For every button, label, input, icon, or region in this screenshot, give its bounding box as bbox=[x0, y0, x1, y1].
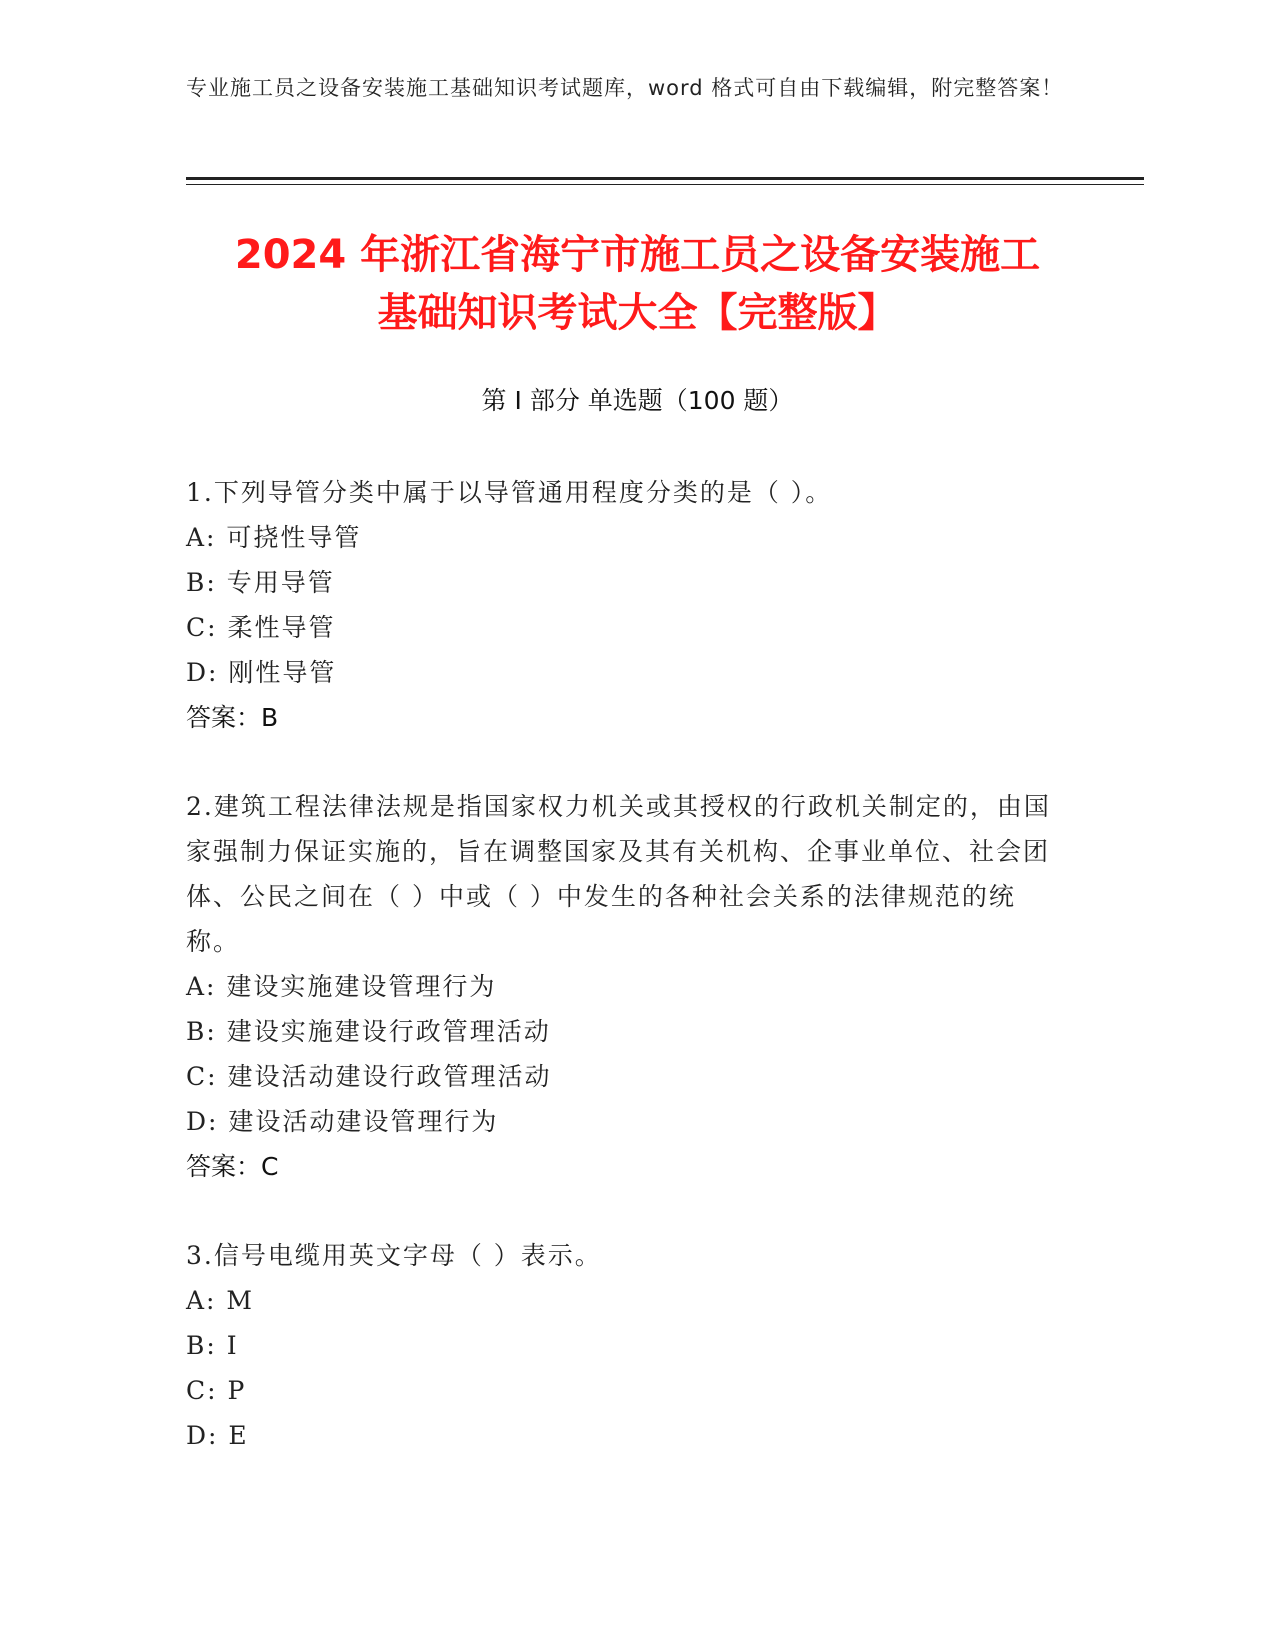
question-stem: 1.下列导管分类中属于以导管通用程度分类的是（ ）。 bbox=[186, 478, 833, 507]
option-a: A: M bbox=[186, 1286, 255, 1315]
question-2 bbox=[186, 784, 1066, 1189]
option-c: C: 建设活动建设行政管理活动 bbox=[186, 1062, 552, 1091]
question-3 bbox=[186, 1233, 1066, 1458]
question-1 bbox=[186, 470, 1066, 740]
option-a: A: 可挠性导管 bbox=[186, 523, 362, 552]
section-title: 第 I 部分 单选题（100 题） bbox=[481, 386, 794, 415]
document-title bbox=[150, 226, 1125, 342]
question-stem: 3.信号电缆用英文字母（ ）表示。 bbox=[186, 1241, 602, 1270]
header-rule-thin bbox=[186, 184, 1144, 185]
option-b: B: 建设实施建设行政管理活动 bbox=[186, 1017, 551, 1046]
question-stem: 2.建筑工程法律法规是指国家权力机关或其授权的行政机关制定的，由国家强制力保证实施的，旨在调整国家及其有关机构、企事业单位、社会团体、公民之间在（ ）中或（ ）中发生的各种社会关系的法律规范的统称。 bbox=[186, 792, 1051, 956]
answer-text: 答案：B bbox=[186, 703, 279, 732]
document-title-line-2: 基础知识考试大全【完整版】 bbox=[377, 290, 898, 336]
option-b: B: 专用导管 bbox=[186, 568, 335, 597]
option-d: D: 建设活动建设管理行为 bbox=[186, 1107, 499, 1136]
option-b: B: I bbox=[186, 1331, 239, 1360]
option-a: A: 建设实施建设管理行为 bbox=[186, 972, 497, 1001]
option-c: C: P bbox=[186, 1376, 247, 1405]
option-c: C: 柔性导管 bbox=[186, 613, 336, 642]
answer-text: 答案：C bbox=[186, 1152, 279, 1181]
question-list bbox=[186, 470, 1066, 1502]
header-note: 专业施工员之设备安装施工基础知识考试题库，word 格式可自由下载编辑，附完整答案！ bbox=[186, 76, 1064, 100]
header-rule-thick bbox=[186, 177, 1144, 180]
option-d: D: E bbox=[186, 1421, 249, 1450]
document-title-line-1: 2024 年浙江省海宁市施工员之设备安装施工 bbox=[234, 232, 1041, 278]
option-d: D: 刚性导管 bbox=[186, 658, 337, 687]
